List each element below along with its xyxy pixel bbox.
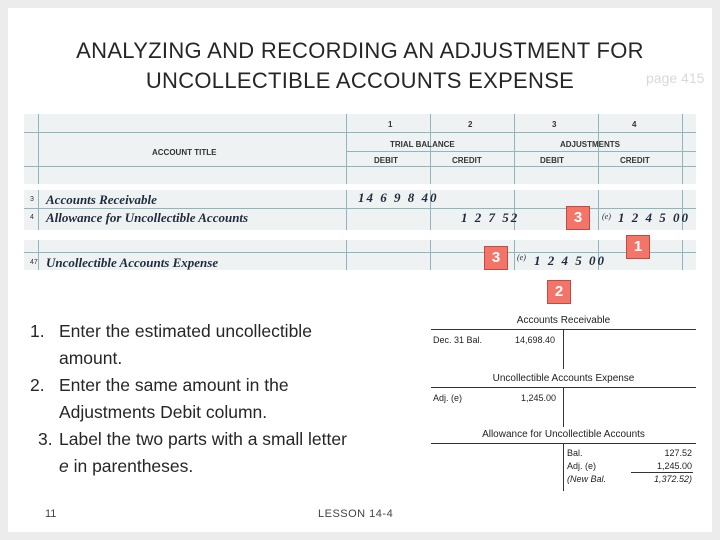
tb-debit-header: DEBIT xyxy=(374,156,398,165)
ar-amount: 14,698.40 xyxy=(515,335,556,345)
ledger-rule xyxy=(563,387,564,427)
adj-debit-header: DEBIT xyxy=(540,156,564,165)
ledger-rule xyxy=(631,472,693,473)
ws-account-allowance: Allowance for Uncollectible Accounts xyxy=(46,210,249,225)
expense-label: Adj. (e) xyxy=(433,393,463,403)
step-number: 3. xyxy=(38,429,53,449)
ws-adj-debit-mark: (e) xyxy=(517,253,526,262)
lesson-label: LESSON 14-4 xyxy=(318,508,394,520)
allowance-entry-label: Adj. (e) xyxy=(567,461,597,471)
ws-account-accounts-receivable: Accounts Receivable xyxy=(46,192,157,207)
step-text: in parentheses. xyxy=(68,456,194,476)
callout-step-3-credit: 3 xyxy=(566,206,590,230)
worksheet-gap xyxy=(24,230,696,240)
allowance-entry-amount: 1,245.00 xyxy=(656,461,692,471)
step-number: 2. xyxy=(30,375,45,395)
ledger-title-uncollectible-expense: Uncollectible Accounts Expense xyxy=(492,373,635,384)
step-item xyxy=(30,426,360,480)
ws-rule xyxy=(346,151,696,152)
title-line-2: UNCOLLECTIBLE ACCOUNTS EXPENSE xyxy=(145,68,575,93)
step-emphasis: e xyxy=(59,456,69,476)
ledger-title-allowance: Allowance for Uncollectible Accounts xyxy=(482,429,645,440)
ar-label: Dec. 31 Bal. xyxy=(433,335,483,345)
ws-rule xyxy=(24,208,696,209)
adjustments-header: ADJUSTMENTS xyxy=(560,140,621,149)
allowance-entry-amount: 1,372.52) xyxy=(653,474,692,484)
trial-balance-header: TRIAL BALANCE xyxy=(390,140,455,149)
ws-tb-credit-amount: 1 2 7 52 xyxy=(461,210,520,225)
ws-line-number: 47 xyxy=(30,259,38,266)
steps-list xyxy=(30,318,360,480)
ws-adj-debit-amount: 1 2 4 5 00 xyxy=(534,253,606,268)
step-text: Enter the estimated uncollectible amount. xyxy=(59,321,312,368)
expense-amount: 1,245.00 xyxy=(521,393,557,403)
slide-title xyxy=(0,36,720,96)
allowance-entry-label: (New Bal. xyxy=(567,474,607,484)
col-number-2: 2 xyxy=(468,120,473,129)
tb-credit-header: CREDIT xyxy=(452,156,482,165)
callout-step-1: 1 xyxy=(626,235,650,259)
callout-step-3-debit: 3 xyxy=(484,246,508,270)
allowance-entry-label: Bal. xyxy=(567,448,583,458)
ledger-rule xyxy=(563,329,564,369)
ws-rule xyxy=(24,132,696,133)
step-item xyxy=(30,318,360,372)
ws-line-number: 4 xyxy=(30,214,34,221)
ledger-title-accounts-receivable: Accounts Receivable xyxy=(516,315,611,326)
allowance-entry-amount: 127.52 xyxy=(664,448,692,458)
ws-rule xyxy=(38,114,39,282)
col-number-3: 3 xyxy=(552,120,557,129)
worksheet-gap xyxy=(24,270,696,282)
col-number-4: 4 xyxy=(632,120,637,129)
step-text: Enter the same amount in the Adjustments Debit column. xyxy=(59,375,289,422)
ws-rule xyxy=(346,114,347,282)
col-number-1: 1 xyxy=(388,120,393,129)
page-reference: page 415 xyxy=(646,70,705,86)
account-title-header: ACCOUNT TITLE xyxy=(152,148,217,157)
adj-credit-header: CREDIT xyxy=(620,156,650,165)
step-item xyxy=(30,372,360,426)
step-number: 1. xyxy=(30,321,45,341)
ws-rule xyxy=(682,114,683,282)
t-accounts xyxy=(431,313,696,493)
ledger-rule xyxy=(563,443,564,491)
ws-adj-credit-amount: 1 2 4 5 00 xyxy=(618,210,690,225)
ws-rule xyxy=(514,114,515,282)
ws-rule xyxy=(24,166,696,167)
ws-account-uncollectible-expense: Uncollectible Accounts Expense xyxy=(46,255,219,270)
ws-line-number: 3 xyxy=(30,196,34,203)
worksheet-excerpt xyxy=(24,114,696,282)
step-text: Label the two parts with a small letter xyxy=(59,429,347,449)
ws-adj-credit-mark: (e) xyxy=(602,212,611,221)
callout-step-2: 2 xyxy=(547,280,571,304)
ws-tb-debit-amount: 14 6 9 8 40 xyxy=(358,190,439,205)
slide-number: 11 xyxy=(45,508,57,520)
title-line-1: ANALYZING AND RECORDING AN ADJUSTMENT FOR xyxy=(76,38,644,63)
